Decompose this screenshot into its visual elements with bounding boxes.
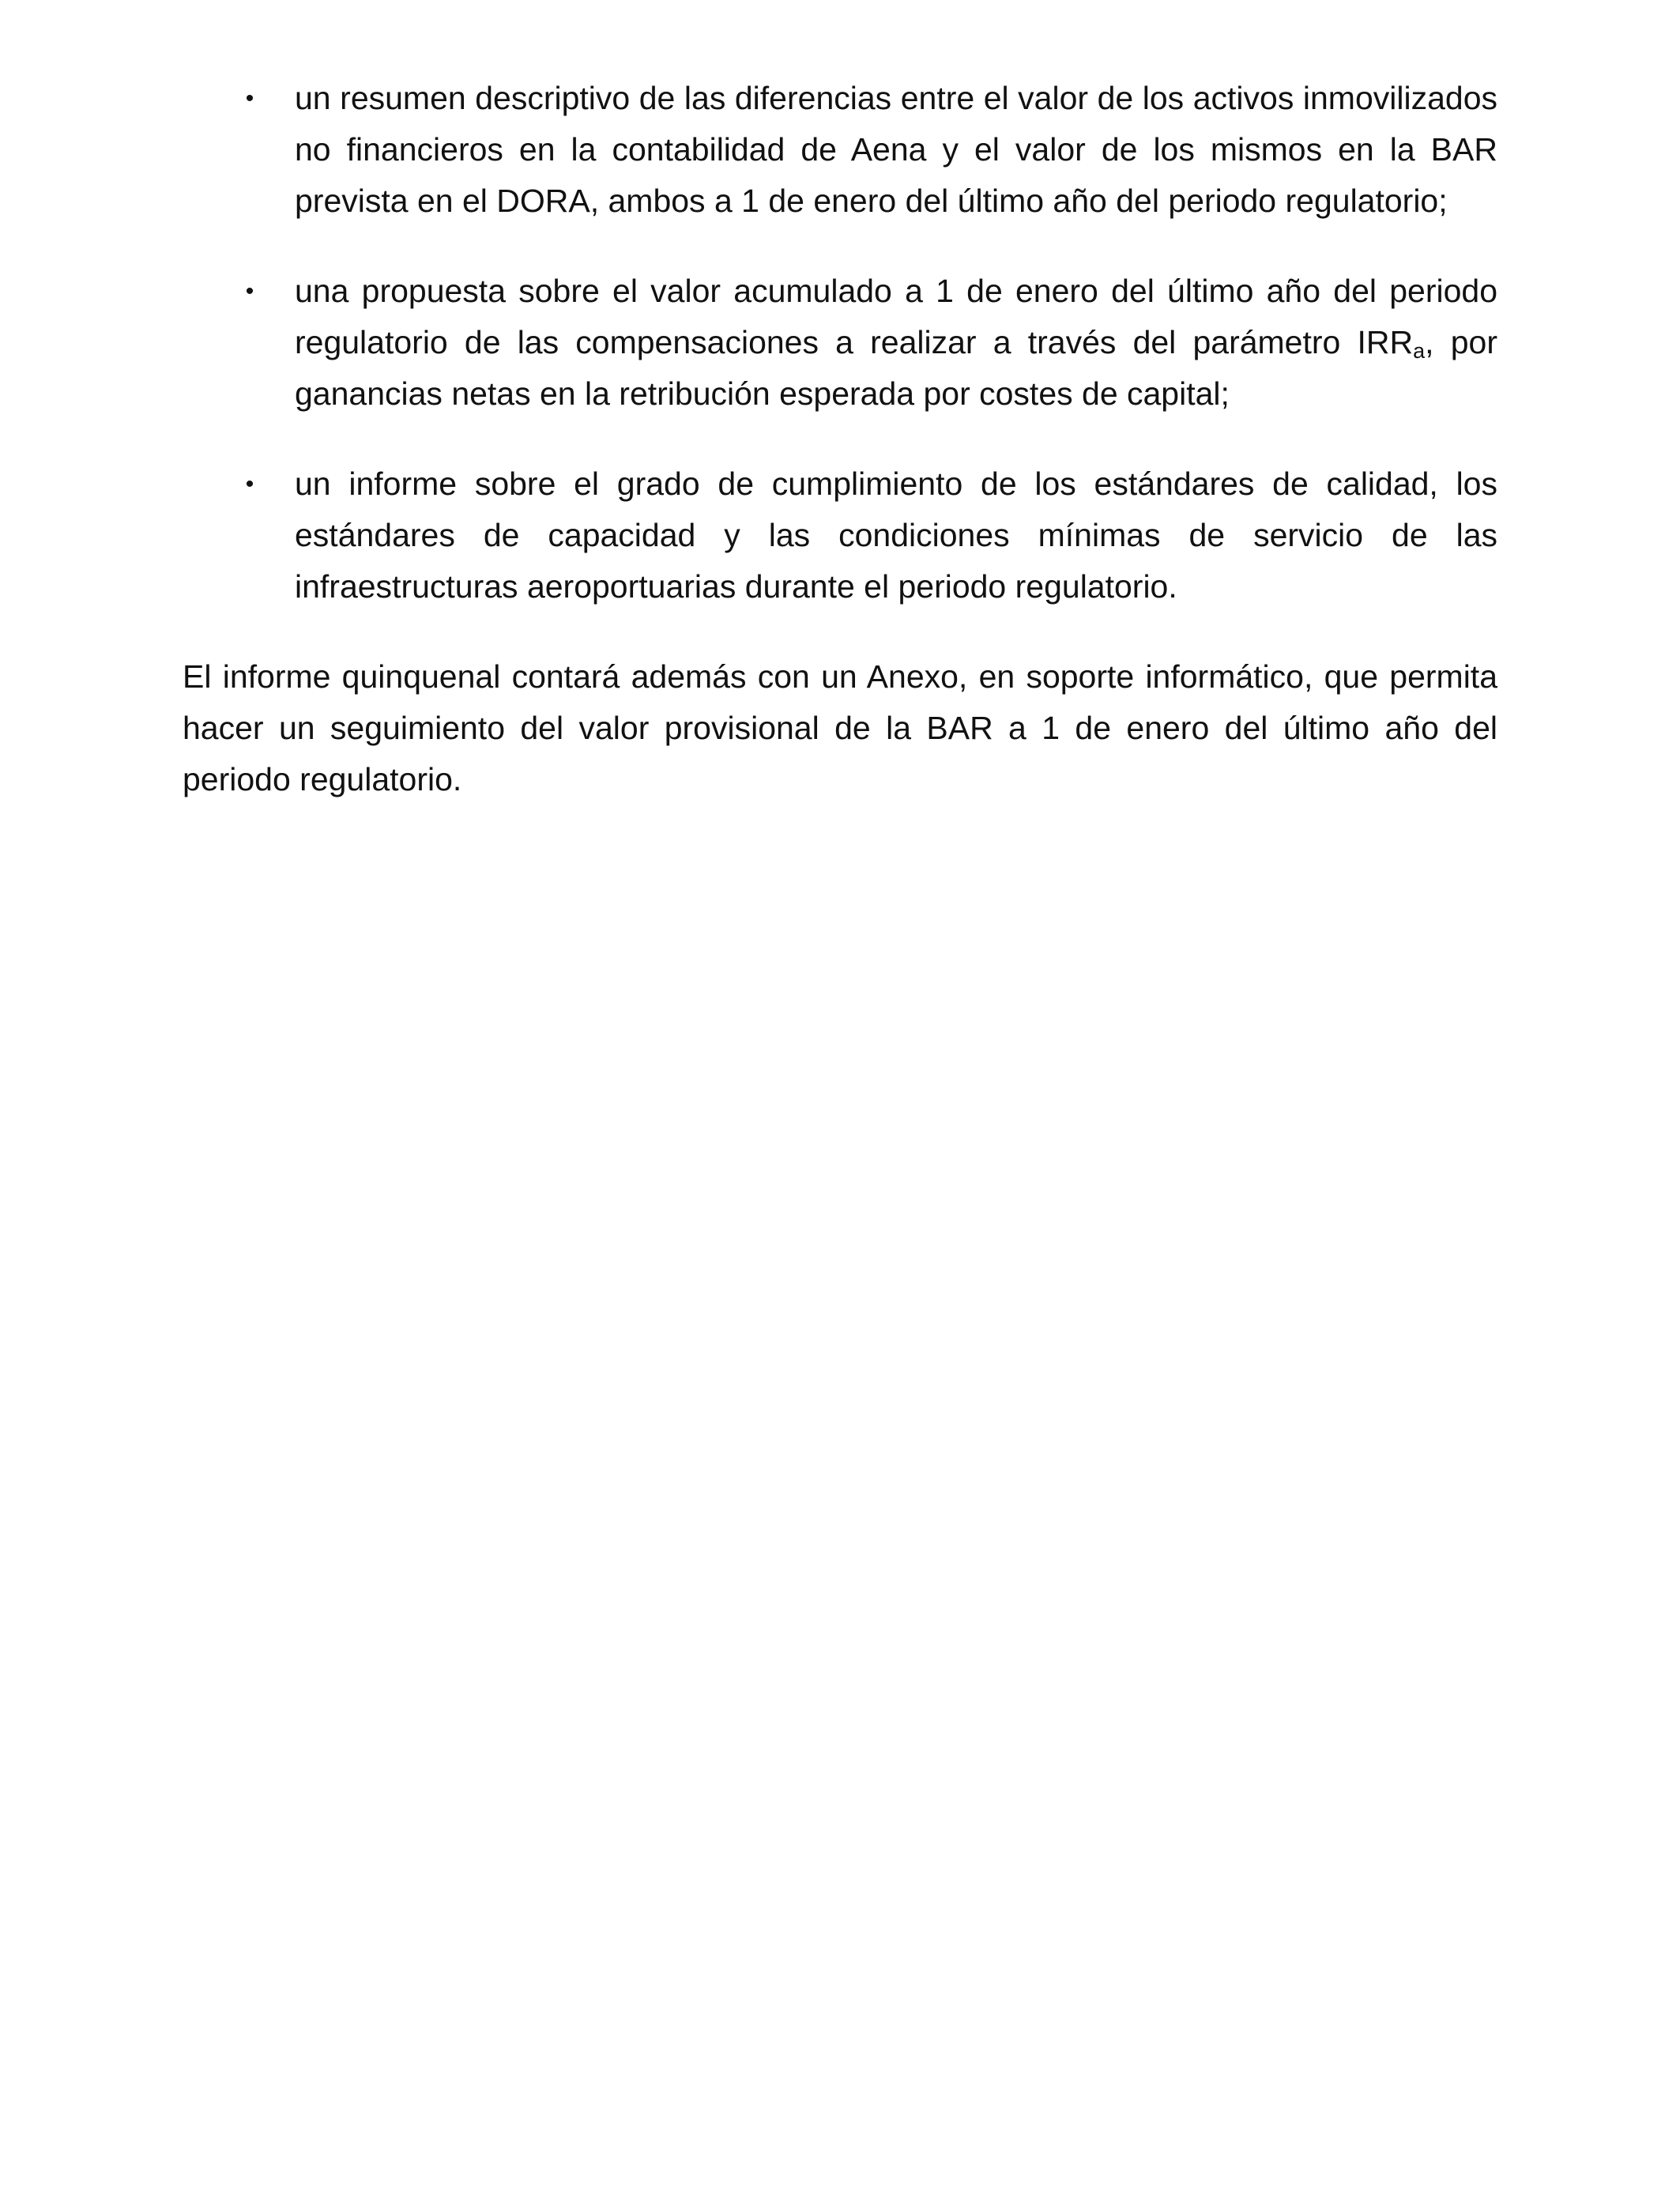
- bullet-icon: •: [245, 278, 254, 304]
- list-item-text: [295, 266, 1497, 420]
- bullet-icon: •: [245, 85, 254, 111]
- body-paragraph: El informe quinquenal contará además con un Anexo, en soporte informático, que permita hacer un seguimiento del valor provisional de la BAR a 1 de enero del último año del periodo regulatorio.: [183, 658, 1497, 797]
- list-item: [183, 266, 1497, 420]
- list-item-text-part: una propuesta sobre el valor acumulado a 1 de enero del último año del periodo regulatorio de las compensaciones a realizar a través del parámetro IRR: [295, 273, 1497, 360]
- document-body: [183, 73, 1497, 805]
- list-item-text-part: , por ganancias netas en la retribución esperada por costes de capital;: [295, 324, 1497, 412]
- bullet-icon: •: [245, 471, 254, 497]
- bullet-list: [183, 73, 1497, 613]
- subscript-text: a: [1413, 339, 1426, 363]
- list-item: [183, 73, 1497, 227]
- list-item-text: un resumen descriptivo de las diferencias entre el valor de los activos inmovilizados no financieros en la contabilidad de Aena y el valor de los mismos en la BAR prevista en el DORA, ambos a 1 de enero del último año del periodo regulatorio;: [295, 80, 1497, 219]
- list-item: [183, 458, 1497, 613]
- list-item-text: un informe sobre el grado de cumplimiento de los estándares de calidad, los estándares de capacidad y las condiciones mínimas de servicio de las infraestructuras aeroportuarias durante el periodo regulatorio.: [295, 466, 1497, 605]
